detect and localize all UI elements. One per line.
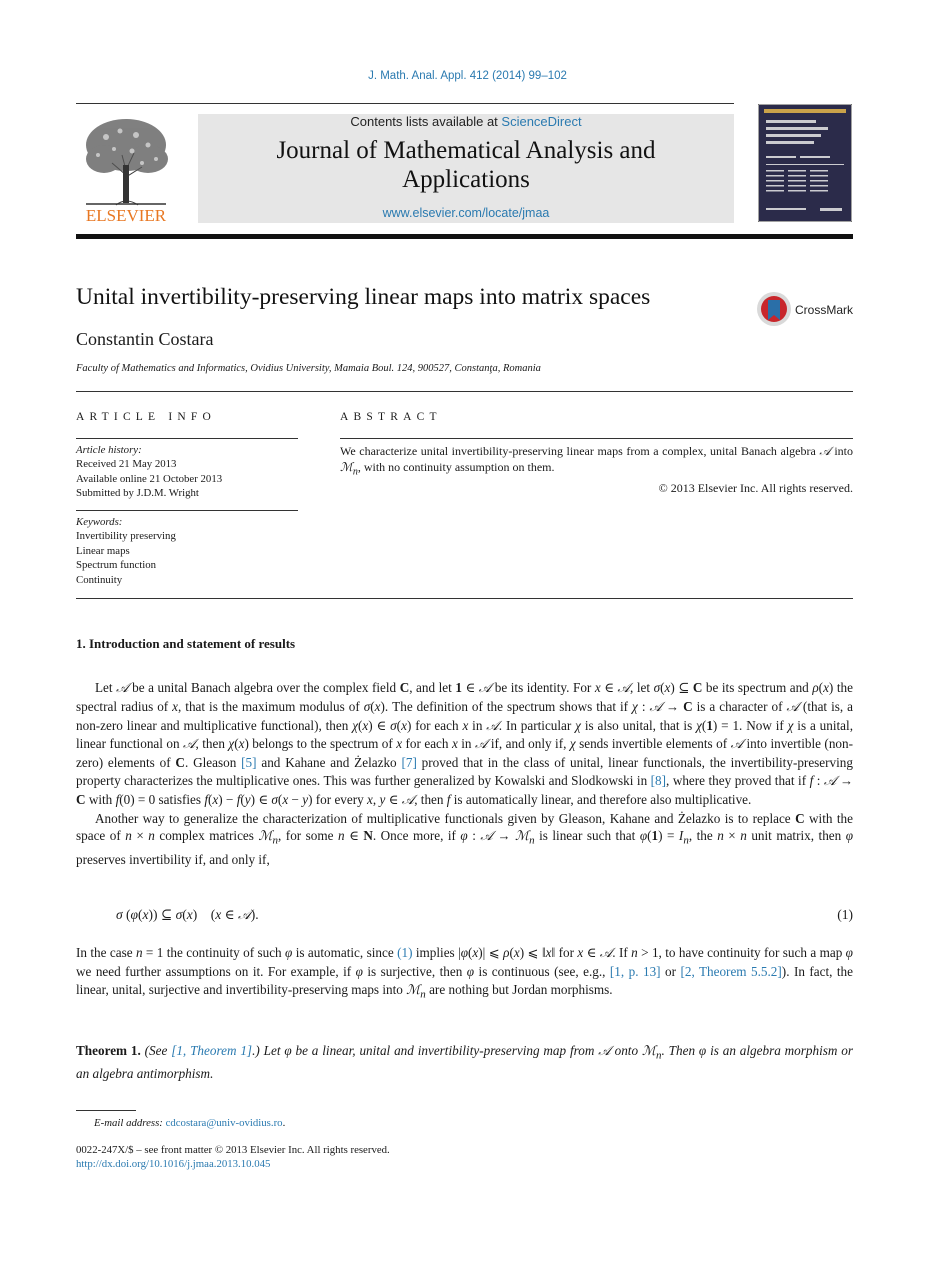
equation-number: (1) [837, 907, 853, 922]
elsevier-tree-icon [76, 115, 176, 225]
footnote-rule [76, 1110, 136, 1111]
journal-citation[interactable]: J. Math. Anal. Appl. 412 (2014) 99–102 [368, 70, 567, 82]
abstract-text: We characterize unital invertibility-preserving linear maps from a complex, unital Banach algebra 𝒜 into ℳ$_n$, with no continuity assumption on them. © 2013 Elsevier Inc. All rights reserved. [340, 444, 853, 496]
ref-link[interactable]: [8] [650, 772, 667, 788]
section-body-para2: In the case n = 1 the continuity of such φ is automatic, since (1) implies |φ(x)| ⩽ ρ(x) ⩽ ‖x‖ for x ∈ 𝒜. If n > 1, to have continuity for such a map φ we need further assumptions on it. For example, if φ is surjective, then φ is continuous (see, e.g., [1, p. 13] or [2, Theorem 5.5.2]). In fact, the linear, unital, surjective and invertibility-preserving maps into ℳ$_n$ are nothing but Jordan morphisms. [76, 945, 854, 1001]
ref-link[interactable]: [1, Theorem 1] [171, 1043, 253, 1058]
article-history [76, 443, 298, 501]
svg-text:ELSEVIER: ELSEVIER [85, 206, 167, 225]
author-name: Constantin Costara [76, 329, 214, 349]
ref-link[interactable]: [2, Theorem 5.5.2] [680, 963, 782, 979]
section-body-para1: Let 𝒜 be a unital Banach algebra over the complex field C, and let 1 ∈ 𝒜 be its identity. For x ∈ 𝒜, let σ(x) ⊆ C be its spectrum and ρ(x) the spectral radius of x, that is the maximum modulus of σ(x). The definition of the spectrum shows that if χ : 𝒜 → C is a character of 𝒜 (that is, a non-zero linear and multiplicative functional), then χ(x) ∈ σ(x) for each x in 𝒜. In particular χ is also unital, that is χ(1) = 1. Now if χ is a unital, linear functional on 𝒜, then χ(x) belongs to the spectrum of x for each x in 𝒜 if, and only if, χ sends invertible elements of 𝒜 into invertible (non-zero) elements of C. Gleason [5] and Kahane and Żelazko [7] proved that in the class of unital, linear functionals, the invertibility-preserving property characterizes the multiplicative ones. This was further generalized by Kowalski and Slodkowski in [8], where they proved that if f : 𝒜 → C with f(0) = 0 satisfies f(x) − f(y) ∈ σ(x − y) for every x, y ∈ 𝒜, then f is automatically linear, and therefore also multiplicative. Another way to generalize the characterization of multiplicative functionals given by Gleason, Kahane and Żelazko is to replace C with the space of n × n complex matrices ℳ$_n$, for some n ∈ N. Once more, if φ : 𝒜 → ℳ$_n$ is linear such that $\varphi(1) = I_n$, the n × n unit matrix, then φ preserves invertibility if, and only if, [76, 680, 854, 867]
history-submitted: Submitted by J.D.M. Wright [76, 487, 199, 500]
keywords-block [76, 515, 298, 587]
journal-url-link[interactable]: www.elsevier.com/locate/jmaa [382, 206, 550, 220]
history-label: Article history: [76, 444, 142, 456]
equation-ref-link[interactable]: (1) [397, 945, 413, 960]
issn-line: 0022-247X/$ – see front matter © 2013 Elsevier Inc. All rights reserved. [76, 1144, 390, 1156]
theorem-1: Theorem 1. (See [1, Theorem 1].) Let φ be a linear, unital and invertibility-preserving map from 𝒜 onto ℳ$_n$. Then φ is an algebra morphism or an algebra antimorphism. [76, 1043, 853, 1082]
history-received: Received 21 May 2013 [76, 458, 177, 471]
abstract-copyright: © 2013 Elsevier Inc. All rights reserved. [658, 481, 853, 496]
header-top-rule [76, 103, 734, 104]
keyword-item: Continuity [76, 573, 123, 586]
abstract-heading: ABSTRACT [340, 411, 442, 423]
section-heading: 1. Introduction and statement of results [76, 636, 296, 651]
sciencedirect-link[interactable]: ScienceDirect [501, 114, 582, 129]
abstract-rule [340, 438, 853, 439]
elsevier-logo [76, 115, 176, 225]
article-title: Unital invertibility-preserving linear maps into matrix spaces [76, 284, 651, 310]
doi-link[interactable]: http://dx.doi.org/10.1016/j.jmaa.2013.10.045 [76, 1158, 271, 1170]
keyword-item: Linear maps [76, 544, 130, 557]
journal-title: Journal of Mathematical Analysis and Applications [276, 137, 656, 193]
contents-line: Contents lists available at ScienceDirect [350, 114, 582, 129]
article-info-rule [76, 438, 298, 439]
keywords-label: Keywords: [76, 516, 123, 528]
abstract-bottom-rule [76, 598, 853, 599]
history-online: Available online 21 October 2013 [76, 472, 223, 485]
affiliation-rule [76, 391, 853, 392]
header-thick-rule [76, 234, 853, 239]
crossmark-badge[interactable] [757, 290, 857, 328]
ref-link[interactable]: [1, p. 13] [609, 963, 661, 979]
footnote-email: E-mail address: cdcostara@univ-ovidius.ro. [94, 1117, 286, 1129]
keywords-rule [76, 510, 298, 511]
journal-banner [198, 114, 734, 223]
keyword-item: Spectrum function [76, 559, 157, 572]
svg-text:CrossMark: CrossMark [795, 303, 854, 317]
author-affiliation: Faculty of Mathematics and Informatics, Ovidius University, Mamaia Boul. 124, 900527, Constanţa, Romania [76, 363, 541, 374]
journal-cover-thumbnail [758, 104, 852, 222]
keyword-item: Invertibility preserving [76, 530, 176, 543]
theorem-label: Theorem 1. [76, 1043, 141, 1058]
article-info-heading: ARTICLE INFO [76, 411, 216, 423]
ref-link[interactable]: [7] [401, 755, 417, 771]
equation-1: σ (φ(x)) ⊆ σ(x) (x ∈ 𝒜). (1) [116, 907, 853, 923]
email-link[interactable]: cdcostara@univ-ovidius.ro [165, 1117, 283, 1129]
ref-link[interactable]: [5] [241, 755, 257, 771]
